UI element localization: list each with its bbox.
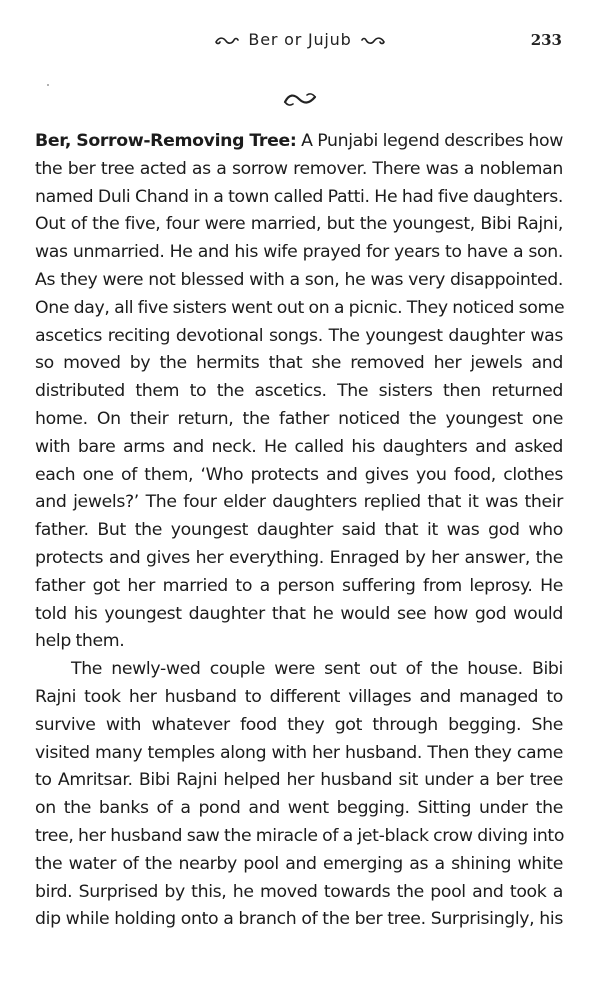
body-text — [35, 128, 563, 934]
text-line: The newly-wed couple were sent out of the house. Bibi — [71, 659, 563, 680]
text-line: so moved by the hermits that she removed her jewels and — [35, 353, 563, 374]
running-title: Ber or Jujub — [248, 30, 352, 49]
tilde-ornament-icon — [282, 90, 318, 110]
swash-ornament-icon — [215, 36, 239, 46]
text-line: ascetics reciting devotional songs. The youngest daughter was — [35, 325, 563, 346]
text-line: One day, all five sisters went out on a picnic. They noticed some — [35, 297, 565, 318]
text-line: bird. Surprised by this, he moved towards the pool and took a — [35, 881, 563, 902]
text-line: father. But the youngest daughter said that it was god who — [35, 520, 563, 541]
text-line: tree, her husband saw the miracle of a jet-black crow diving into — [35, 825, 565, 846]
text-line: with bare arms and neck. He called his daughters and asked — [35, 436, 563, 457]
page-number: 233 — [530, 31, 562, 49]
text-line: and jewels?’ The four elder daughters replied that it was their — [35, 492, 563, 513]
text-line-content: A Punjabi legend describes how — [296, 131, 564, 151]
text-line: was unmarried. He and his wife prayed for years to have a son. — [35, 242, 563, 263]
text-line: As they were not blessed with a son, he was very disappointed. — [35, 269, 563, 290]
text-line: the water of the nearby pool and emerging as a shining white — [35, 853, 563, 874]
text-line: the ber tree acted as a sorrow remover. There was a nobleman — [35, 158, 563, 179]
text-line: told his youngest daughter that he would see how god would — [35, 603, 563, 624]
text-line: help them. — [35, 631, 125, 652]
text-line: survive with whatever food they got through begging. She — [35, 714, 563, 735]
paragraph-1 — [35, 128, 563, 656]
text-line: each one of them, ‘Who protects and gives you food, clothes — [35, 464, 563, 485]
text-line: on the banks of a pond and went begging. Sitting under the — [35, 798, 563, 819]
text-line: dip while holding onto a branch of the ber tree. Surprisingly, his — [35, 909, 563, 930]
text-line: Out of the five, four were married, but the youngest, Bibi Rajni, — [35, 214, 563, 235]
print-speck — [47, 84, 49, 86]
text-line: visited many temples along with her husband. Then they came — [35, 742, 563, 763]
text-line: Rajni took her husband to different villages and managed to — [35, 686, 563, 707]
text-line: named Duli Chand in a town called Patti. He had five daughters. — [35, 186, 563, 207]
text-line: home. On their return, the father noticed the youngest one — [35, 408, 563, 429]
text-line — [35, 128, 563, 156]
section-heading: Ber, Sorrow-Removing Tree: — [35, 131, 297, 151]
running-head — [0, 28, 600, 52]
text-line: father got her married to a person suffering from leprosy. He — [35, 575, 563, 596]
swash-ornament-icon — [361, 36, 385, 46]
paragraph-2 — [35, 656, 563, 934]
text-line: protects and gives her everything. Enraged by her answer, the — [35, 547, 563, 568]
text-line: to Amritsar. Bibi Rajni helped her husband sit under a ber tree — [35, 770, 563, 791]
running-title-block — [0, 28, 600, 52]
text-line: distributed them to the ascetics. The sisters then returned — [35, 381, 563, 402]
